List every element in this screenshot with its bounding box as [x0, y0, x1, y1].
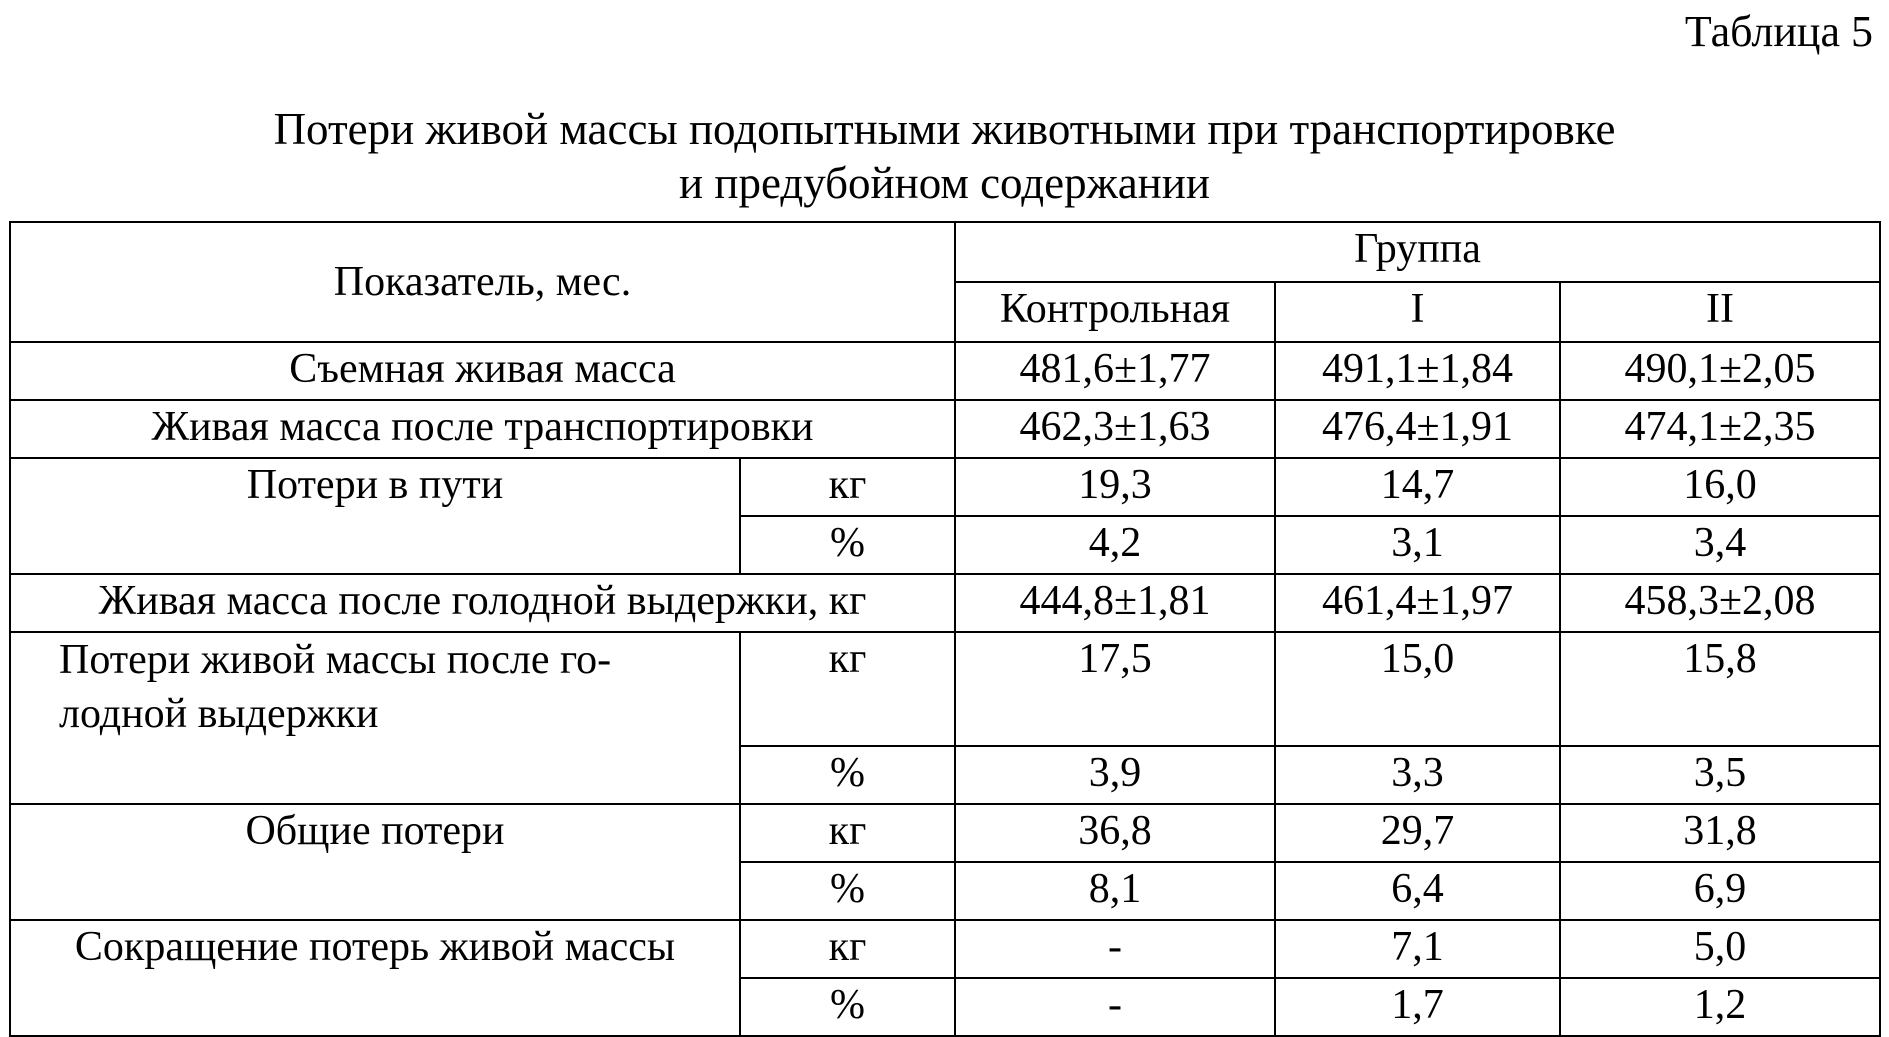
cell-value: 15,0	[1275, 632, 1560, 746]
cell-value: 3,3	[1275, 746, 1560, 804]
cell-value: 8,1	[955, 862, 1275, 920]
caption-line-2: и предубойном содержании	[679, 158, 1210, 208]
table-row	[10, 632, 1880, 746]
cell-value: 458,3±2,08	[1560, 574, 1880, 632]
header-row-1	[10, 222, 1880, 282]
table-row	[10, 574, 1880, 632]
cell-value: 6,9	[1560, 862, 1880, 920]
row-label: Потери живой массы после го-лодной выдержки	[10, 632, 740, 804]
cell-unit: кг	[740, 458, 955, 516]
cell-value: -	[955, 920, 1275, 978]
header-indicator: Показатель, мес.	[10, 222, 955, 342]
table-row	[10, 920, 1880, 978]
row-label: Потери в пути	[10, 458, 740, 574]
cell-value: 490,1±2,05	[1560, 342, 1880, 400]
cell-value: 476,4±1,91	[1275, 400, 1560, 458]
header-col-control: Контрольная	[955, 282, 1275, 342]
cell-value: 5,0	[1560, 920, 1880, 978]
row-label: Общие потери	[10, 804, 740, 920]
cell-value: 462,3±1,63	[955, 400, 1275, 458]
cell-value: 36,8	[955, 804, 1275, 862]
cell-value: 7,1	[1275, 920, 1560, 978]
cell-value: 474,1±2,35	[1560, 400, 1880, 458]
table-row	[10, 400, 1880, 458]
header-group: Группа	[955, 222, 1880, 282]
cell-value: -	[955, 978, 1275, 1036]
table-row	[10, 458, 1880, 516]
row-label: Съемная живая масса	[10, 342, 955, 400]
cell-value: 19,3	[955, 458, 1275, 516]
table-row	[10, 804, 1880, 862]
cell-unit: кг	[740, 920, 955, 978]
cell-value: 6,4	[1275, 862, 1560, 920]
cell-unit: кг	[740, 632, 955, 746]
data-table	[9, 221, 1881, 1037]
cell-value: 14,7	[1275, 458, 1560, 516]
table-caption	[0, 102, 1889, 210]
cell-value: 3,9	[955, 746, 1275, 804]
cell-value: 4,2	[955, 516, 1275, 574]
caption-line-1: Потери живой массы подопытными животными при транспортировке	[273, 104, 1616, 154]
header-col-group-2: II	[1560, 282, 1880, 342]
cell-unit: %	[740, 978, 955, 1036]
table-row	[10, 342, 1880, 400]
cell-value: 29,7	[1275, 804, 1560, 862]
table-number-label: Таблица 5	[1684, 7, 1873, 56]
cell-value: 1,2	[1560, 978, 1880, 1036]
cell-value: 444,8±1,81	[955, 574, 1275, 632]
cell-value: 3,1	[1275, 516, 1560, 574]
row-label: Живая масса после транспортировки	[10, 400, 955, 458]
cell-value: 461,4±1,97	[1275, 574, 1560, 632]
cell-value: 31,8	[1560, 804, 1880, 862]
cell-value: 3,4	[1560, 516, 1880, 574]
cell-value: 16,0	[1560, 458, 1880, 516]
cell-unit: кг	[740, 804, 955, 862]
cell-value: 17,5	[955, 632, 1275, 746]
cell-value: 1,7	[1275, 978, 1560, 1036]
row-label: Сокращение потерь живой массы	[10, 920, 740, 1036]
header-col-group-1: I	[1275, 282, 1560, 342]
cell-unit: %	[740, 516, 955, 574]
cell-value: 481,6±1,77	[955, 342, 1275, 400]
row-label: Живая масса после голодной выдержки, кг	[10, 574, 955, 632]
cell-value: 491,1±1,84	[1275, 342, 1560, 400]
cell-unit: %	[740, 862, 955, 920]
cell-value: 3,5	[1560, 746, 1880, 804]
cell-value: 15,8	[1560, 632, 1880, 746]
cell-unit: %	[740, 746, 955, 804]
